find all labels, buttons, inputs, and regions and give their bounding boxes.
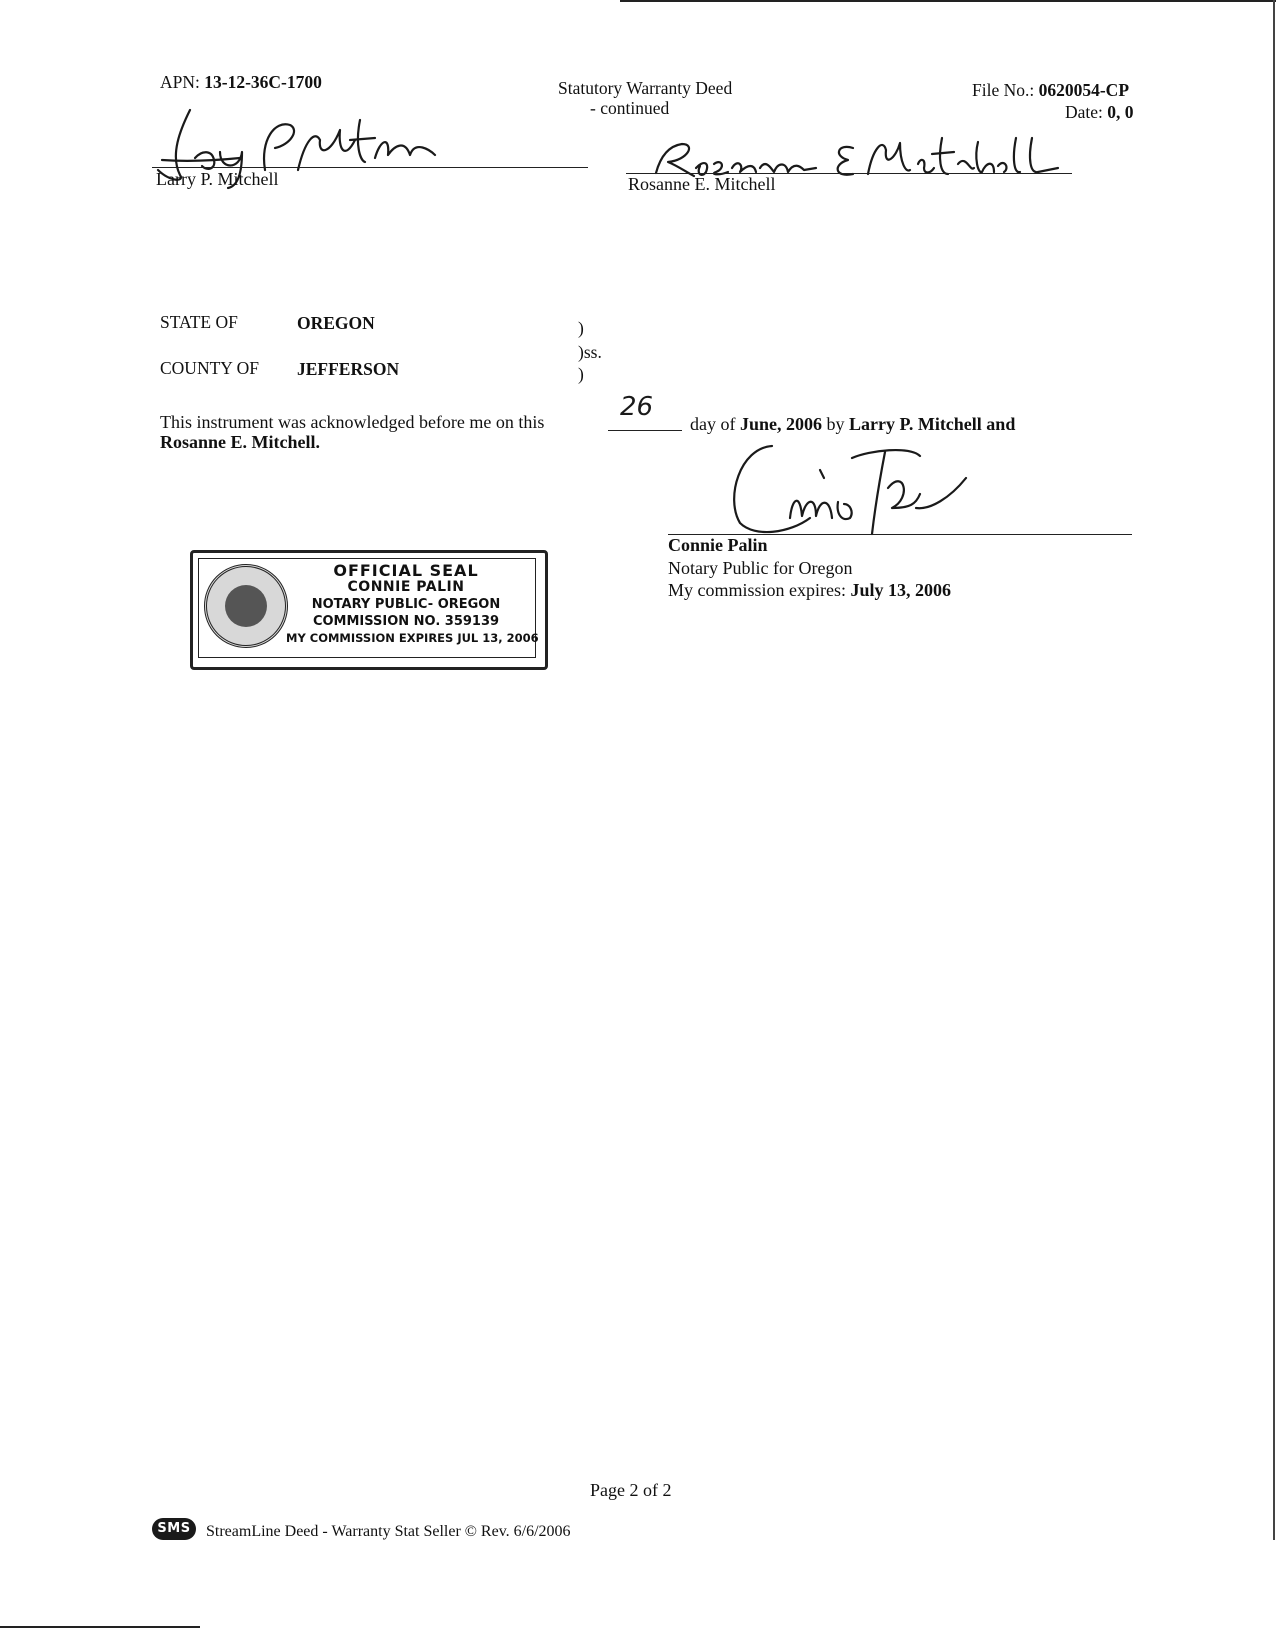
official-seal-stamp [190,550,548,668]
county-label: COUNTY OF [160,358,260,378]
apn: APN: 13-12-36C-1700 [160,72,322,92]
handwritten-day: 26 [620,392,654,422]
state-seal-icon [204,564,288,648]
ack-names-line1: Larry P. Mitchell and [849,414,1016,434]
page-number: Page 2 of 2 [590,1480,672,1500]
signature-connie-palin [720,438,990,538]
date: Date: 0, 0 [1065,102,1134,122]
notary-commission-value: July 13, 2006 [850,580,952,600]
state-label: STATE OF [160,312,238,332]
venue-paren-open: ) [578,318,584,338]
ack-names-line2: Rosanne E. Mitchell. [160,432,320,452]
scan-right-edge [1273,0,1275,1540]
file-number: File No.: 0620054-CP [972,80,1130,100]
seal-line-4: COMMISSION NO. 359139 [312,614,500,629]
seal-line-1: OFFICIAL SEAL [333,561,479,580]
form-footer-text: StreamLine Deed - Warranty Stat Seller © Rev. 6/6/2006 [206,1523,571,1540]
seal-line-5: MY COMMISSION EXPIRES JUL 13, 2006 [286,631,539,645]
file-number-value: 0620054-CP [1038,80,1130,100]
seal-line-3: NOTARY PUBLIC- OREGON [311,597,501,612]
ack-month-year: June, 2006 [739,414,822,434]
ack-text-start: This instrument was acknowledged before me on this [160,412,545,432]
notary-name: Connie Palin [668,535,768,555]
document-title: Statutory Warranty Deed [558,78,733,98]
signature-line-larry [152,167,588,168]
grantor1-name: Larry P. Mitchell [156,169,279,189]
scan-top-edge [620,0,1276,2]
seal-line-2: CONNIE PALIN [347,579,465,595]
date-value: 0, 0 [1107,102,1134,122]
notary-title: Notary Public for Oregon [668,558,853,578]
apn-value: 13-12-36C-1700 [204,72,322,92]
county-value: JEFFERSON [297,359,400,379]
venue-ss: )ss. [578,342,602,362]
scan-bottom-edge [0,1626,200,1628]
seal-text [286,561,539,647]
notary-commission: My commission expires: July 13, 2006 [668,580,952,600]
state-value: OREGON [297,313,375,333]
ack-text-end: day of June, 2006 by Larry P. Mitchell and [690,414,1016,434]
sms-logo: SMS [152,1518,196,1540]
grantor2-name: Rosanne E. Mitchell [628,174,776,194]
venue-paren-close: ) [578,364,584,384]
day-blank-line [608,430,682,431]
document-subtitle: - continued [590,98,670,118]
